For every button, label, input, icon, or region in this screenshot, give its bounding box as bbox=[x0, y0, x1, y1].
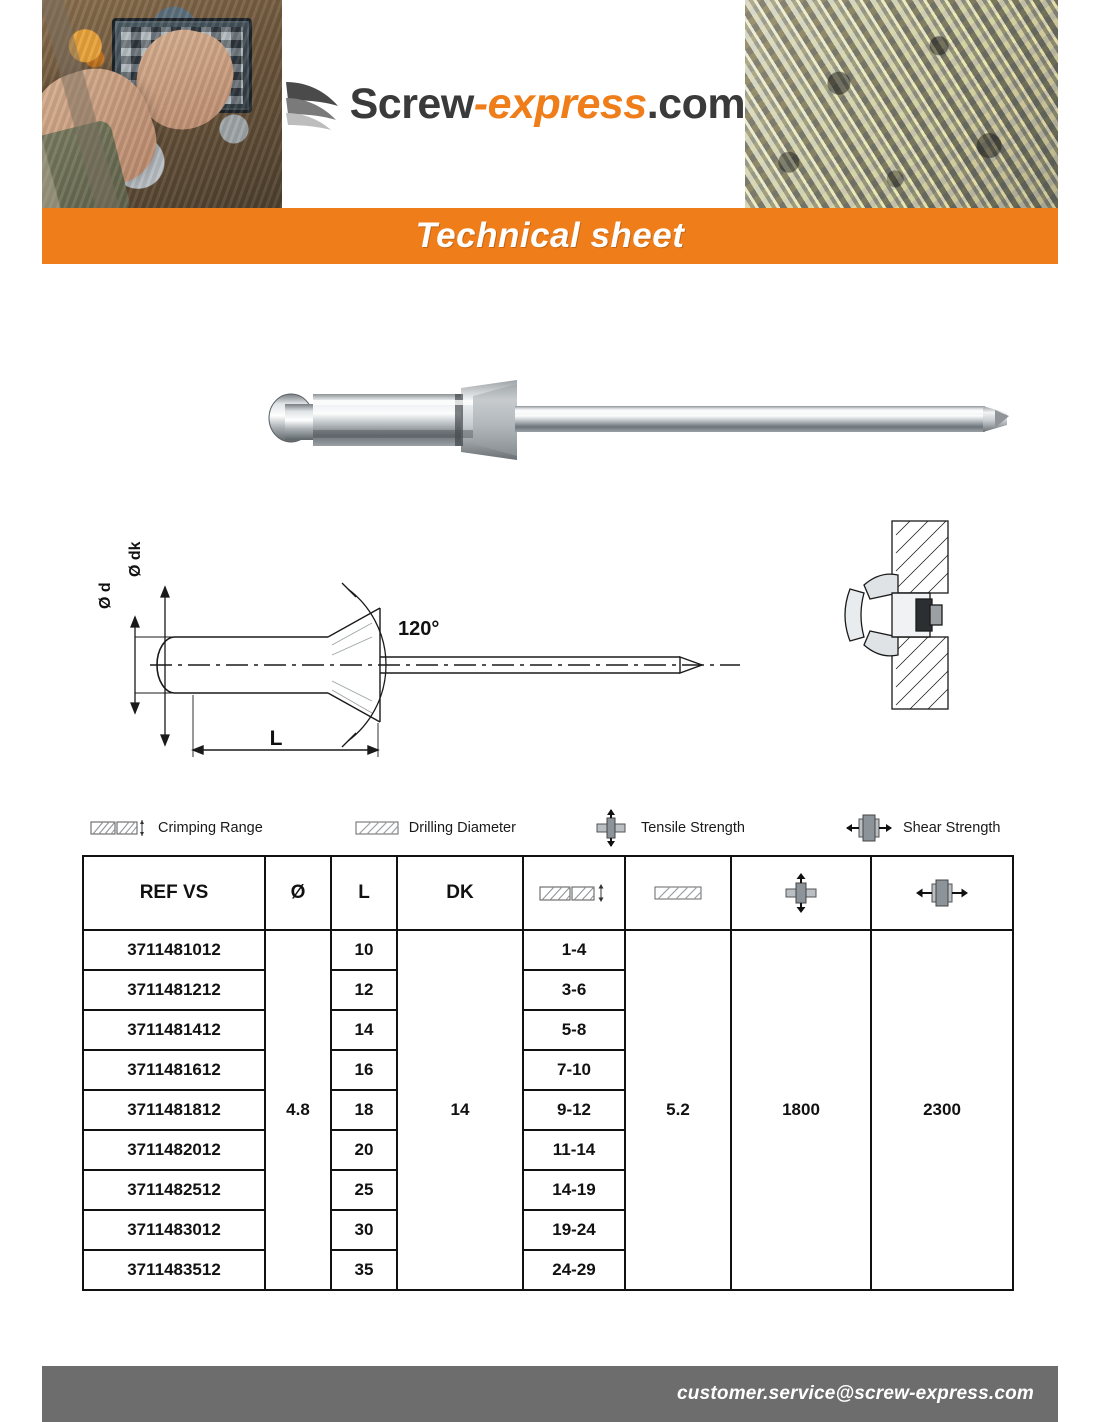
brand-word-3: .com bbox=[646, 79, 746, 128]
cell-crimping-range: 3-6 bbox=[523, 970, 625, 1010]
brand-word-1: Screw bbox=[349, 79, 474, 128]
legend-label-tensile-strength: Tensile Strength bbox=[640, 819, 745, 836]
workbench-photo-texture bbox=[42, 0, 282, 208]
footer-divider bbox=[42, 1338, 1058, 1342]
table-header-crimping-range bbox=[523, 856, 625, 930]
header-photo-right bbox=[745, 0, 1058, 208]
shear-strength-icon bbox=[915, 877, 969, 909]
legend-item-drilling-diameter bbox=[355, 818, 516, 838]
hand-left bbox=[42, 54, 168, 205]
wave-swoosh-logo-icon bbox=[282, 76, 344, 132]
table-header-length: L bbox=[331, 856, 397, 930]
cell-ref: 3711481612 bbox=[83, 1050, 265, 1090]
brand-logo[interactable] bbox=[282, 76, 745, 132]
cell-length: 10 bbox=[331, 930, 397, 970]
brand-logo-text bbox=[350, 80, 745, 129]
legend-label-shear-strength: Shear Strength bbox=[902, 819, 1001, 836]
footer-email[interactable]: customer.service@screw-express.com bbox=[677, 1383, 1034, 1404]
cell-ref: 3711483012 bbox=[83, 1210, 265, 1250]
product-photo bbox=[255, 380, 1015, 490]
logo-area bbox=[282, 0, 745, 208]
crimping-range-icon bbox=[90, 818, 148, 838]
title-bar bbox=[42, 208, 1058, 264]
cell-crimping-range: 5-8 bbox=[523, 1010, 625, 1050]
cell-dk: 14 bbox=[397, 930, 523, 1290]
table-header-dk: DK bbox=[397, 856, 523, 930]
screws-photo-texture bbox=[745, 0, 1058, 208]
cell-length: 25 bbox=[331, 1170, 397, 1210]
legend-item-tensile-strength bbox=[591, 808, 745, 848]
cell-ref: 3711481412 bbox=[83, 1010, 265, 1050]
table-header-ref: REF VS bbox=[83, 856, 265, 930]
cell-crimping-range: 24-29 bbox=[523, 1250, 625, 1290]
page-header bbox=[42, 0, 1058, 208]
cell-length: 14 bbox=[331, 1010, 397, 1050]
table-header-tensile-strength bbox=[731, 856, 871, 930]
shear-strength-icon bbox=[845, 813, 893, 843]
table-header-row bbox=[83, 856, 1013, 930]
cell-length: 12 bbox=[331, 970, 397, 1010]
drawing-dim-dk-label: Ø dk bbox=[127, 541, 144, 577]
cell-ref: 3711481812 bbox=[83, 1090, 265, 1130]
cell-crimping-range: 14-19 bbox=[523, 1170, 625, 1210]
table-header-shear-strength bbox=[871, 856, 1013, 930]
cell-crimping-range: 1-4 bbox=[523, 930, 625, 970]
table-header-diameter: Ø bbox=[265, 856, 331, 930]
crimping-range-icon bbox=[539, 882, 609, 904]
cell-length: 30 bbox=[331, 1210, 397, 1250]
cell-shear-strength: 2300 bbox=[871, 930, 1013, 1290]
cell-drilling-diameter: 5.2 bbox=[625, 930, 731, 1290]
cell-ref: 3711481212 bbox=[83, 970, 265, 1010]
header-photo-left bbox=[42, 0, 282, 208]
legend-label-drilling-diameter: Drilling Diameter bbox=[408, 819, 516, 836]
drawing-length-label: L bbox=[269, 727, 283, 750]
page-title: Technical sheet bbox=[415, 216, 685, 255]
cell-ref: 3711483512 bbox=[83, 1250, 265, 1290]
cell-length: 16 bbox=[331, 1050, 397, 1090]
cell-ref: 3711482512 bbox=[83, 1170, 265, 1210]
sleeve bbox=[42, 119, 132, 208]
page-footer bbox=[42, 1366, 1058, 1422]
cell-crimping-range: 11-14 bbox=[523, 1130, 625, 1170]
brand-word-2: -express bbox=[473, 79, 647, 128]
tensile-strength-icon bbox=[781, 871, 821, 915]
table-row bbox=[83, 930, 1013, 970]
drawing-dim-d-label: Ø d bbox=[97, 582, 114, 609]
cell-tensile-strength: 1800 bbox=[731, 930, 871, 1290]
drilling-diameter-icon bbox=[355, 818, 399, 838]
hand-right bbox=[128, 21, 242, 139]
legend bbox=[82, 805, 1012, 850]
spec-table bbox=[82, 855, 1014, 1291]
technical-drawing bbox=[80, 505, 770, 790]
cell-crimping-range: 7-10 bbox=[523, 1050, 625, 1090]
drilling-diameter-icon bbox=[654, 883, 702, 903]
cell-ref: 3711481012 bbox=[83, 930, 265, 970]
cell-length: 18 bbox=[331, 1090, 397, 1130]
legend-label-crimping-range: Crimping Range bbox=[158, 819, 263, 836]
cell-diameter: 4.8 bbox=[265, 930, 331, 1290]
table-header-drilling-diameter bbox=[625, 856, 731, 930]
legend-item-shear-strength bbox=[845, 813, 1001, 843]
section-drawing bbox=[830, 515, 1030, 715]
tensile-strength-icon bbox=[591, 808, 631, 848]
cell-ref: 3711482012 bbox=[83, 1130, 265, 1170]
screw-tray bbox=[112, 18, 252, 113]
cell-crimping-range: 9-12 bbox=[523, 1090, 625, 1130]
drawing-angle-label: 120° bbox=[398, 618, 440, 640]
cell-length: 20 bbox=[331, 1130, 397, 1170]
cell-crimping-range: 19-24 bbox=[523, 1210, 625, 1250]
cell-length: 35 bbox=[331, 1250, 397, 1290]
legend-item-crimping-range bbox=[90, 818, 263, 838]
